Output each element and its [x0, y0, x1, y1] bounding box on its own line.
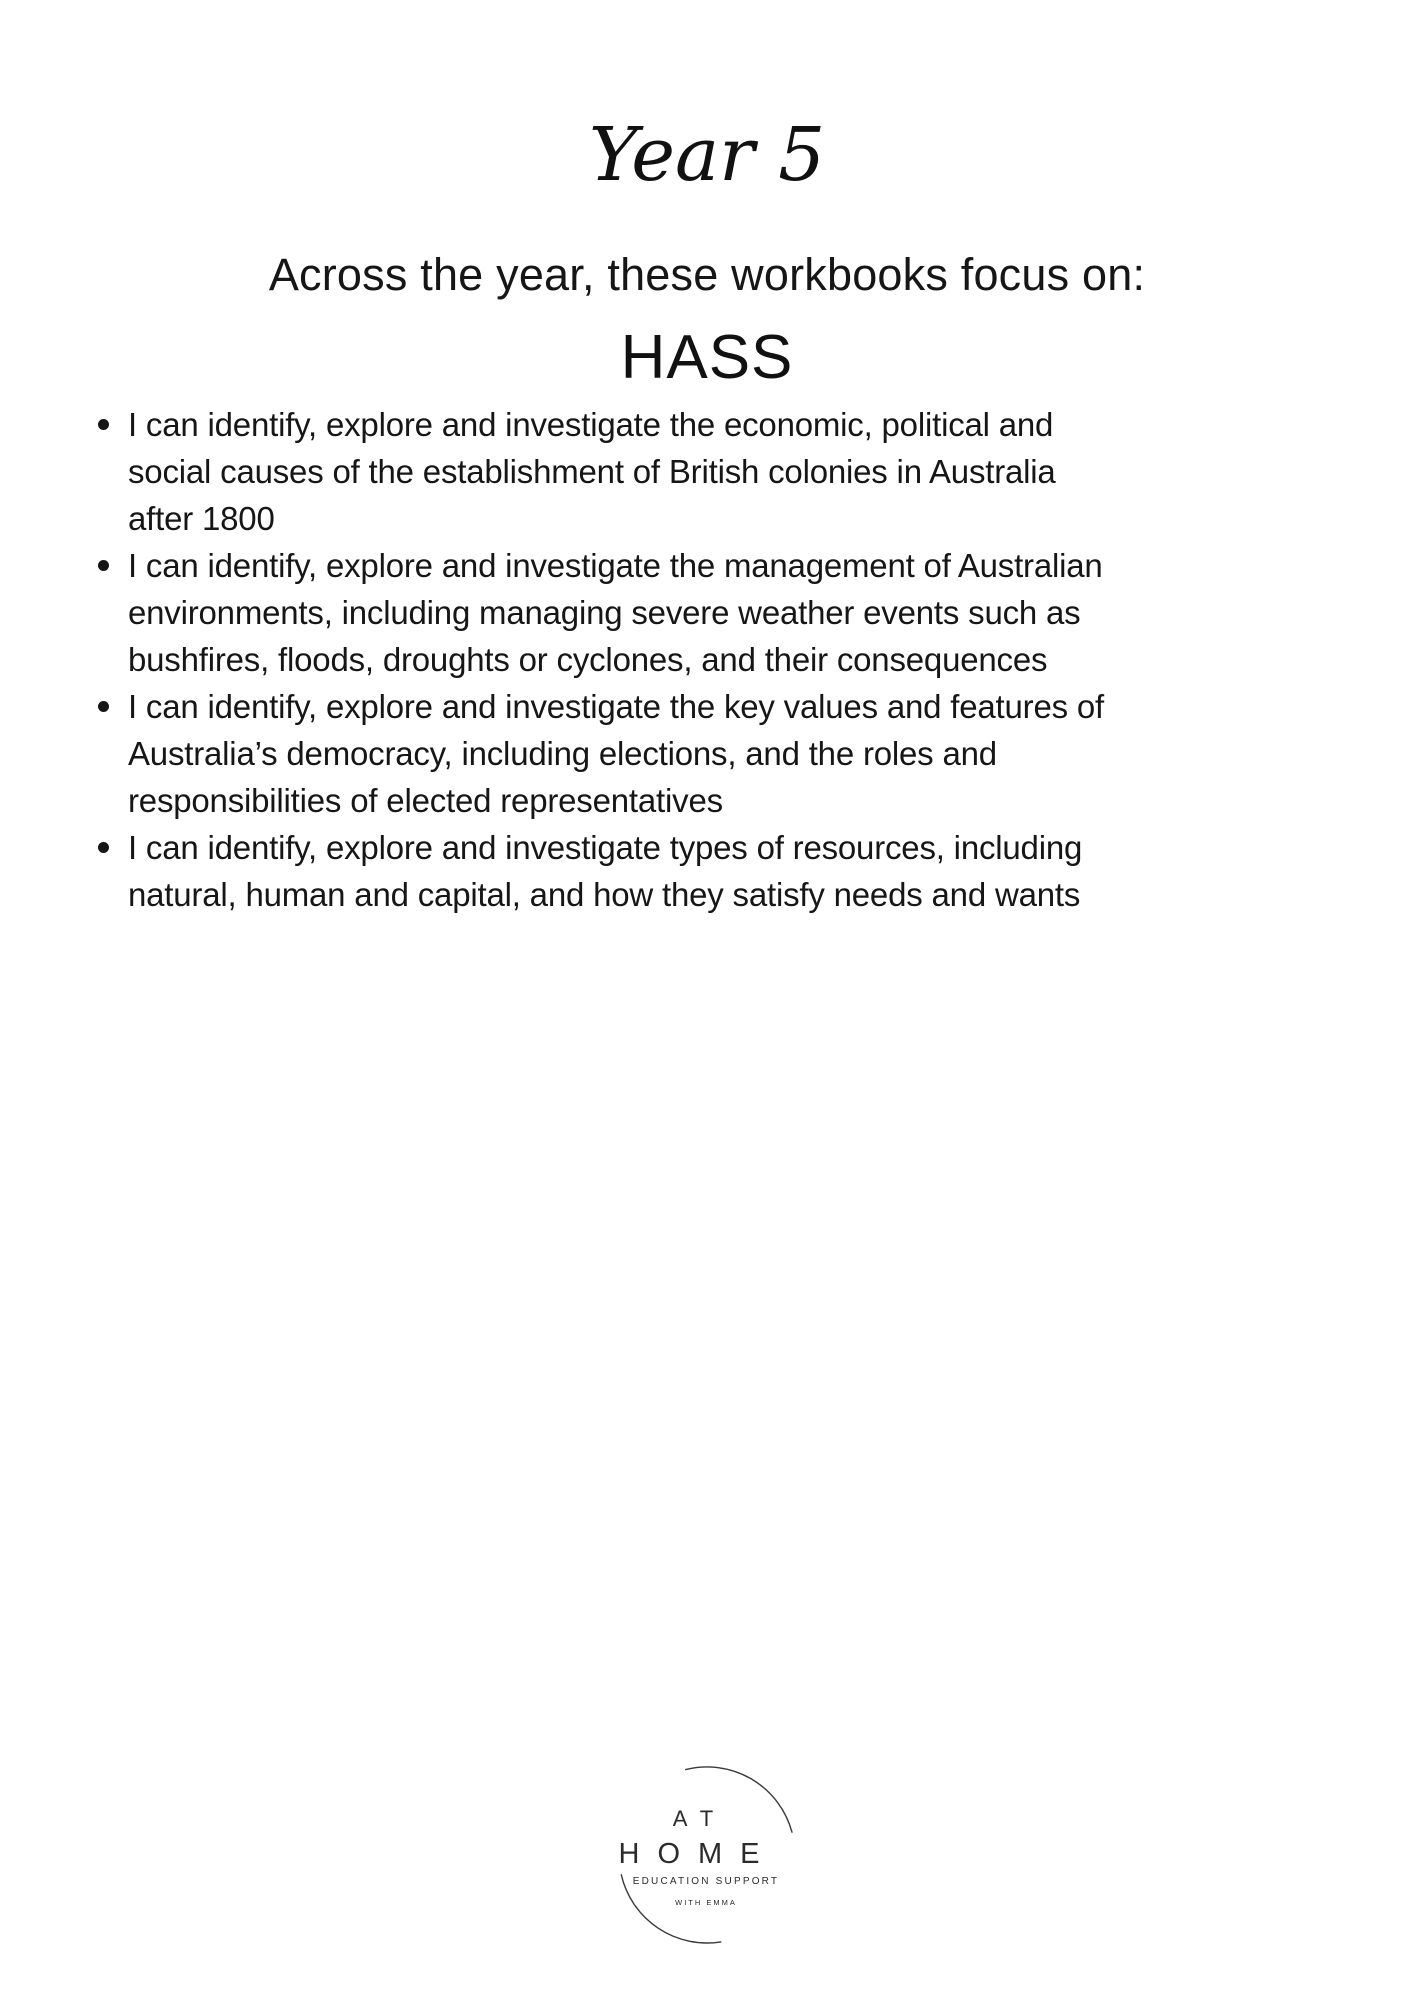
athome-logo [0, 1740, 1414, 1980]
outcome-line: environments, including managing severe weather events such as [128, 594, 1081, 631]
bullet-icon [98, 701, 109, 712]
outcome-line: natural, human and capital, and how they satisfy needs and wants [128, 876, 1081, 913]
outcome-line: I can identify, explore and investigate the economic, political and [128, 406, 1054, 443]
list-item [97, 824, 1337, 918]
year-title: Year 5 [588, 112, 826, 198]
outcomes-list [97, 401, 1337, 918]
outcome-line: I can identify, explore and investigate the management of Australian [128, 547, 1103, 584]
outcome-line: I can identify, explore and investigate types of resources, including [128, 829, 1083, 866]
outcome-text [128, 542, 1337, 683]
outcome-line: responsibilities of elected representatives [128, 782, 723, 819]
focus-heading: Across the year, these workbooks focus on: [268, 249, 1146, 300]
outcome-line: social causes of the establishment of British colonies in Australia [128, 453, 1056, 490]
bullet-icon [98, 419, 109, 430]
list-item [97, 683, 1337, 824]
subject-heading: HASS [620, 323, 794, 392]
logo-text-at: AT [672, 1806, 728, 1831]
bullet-icon [98, 842, 109, 853]
outcome-line: bushfires, floods, droughts or cyclones, and their consequences [128, 641, 1048, 678]
outcome-line: Australia’s democracy, including elections, and the roles and [128, 735, 997, 772]
logo-text-with-emma: WITH EMMA [675, 1898, 737, 1907]
outcome-text [128, 824, 1337, 918]
list-item [97, 542, 1337, 683]
outcome-line: I can identify, explore and investigate the key values and features of [128, 688, 1105, 725]
logo-text-home: HOME [618, 1838, 778, 1870]
list-item [97, 401, 1337, 542]
bullet-icon [98, 560, 109, 571]
outcome-text [128, 683, 1337, 824]
logo-text-education-support: EDUCATION SUPPORT [632, 1876, 780, 1887]
athome-logo-graphic [577, 1740, 837, 1980]
outcome-line: after 1800 [128, 500, 275, 537]
outcome-text [128, 401, 1337, 542]
